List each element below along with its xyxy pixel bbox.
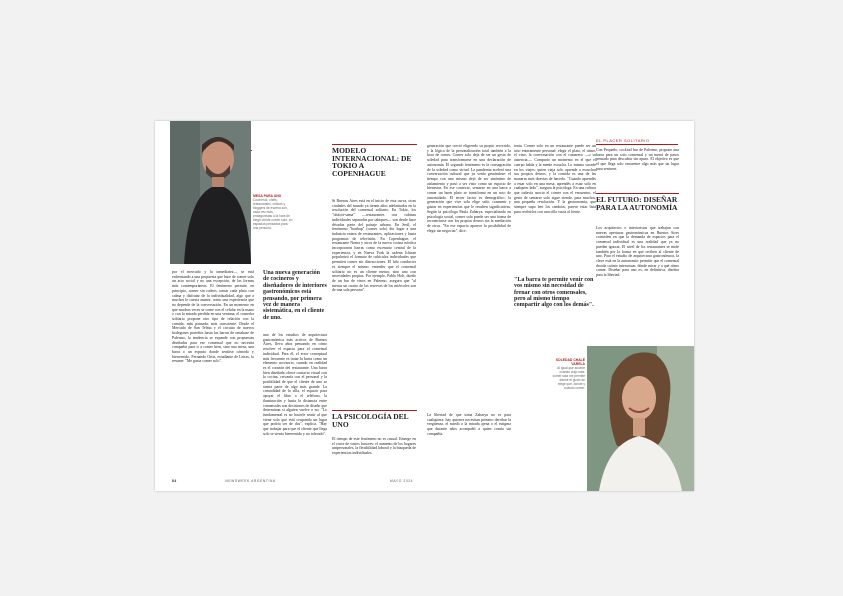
column-3-text: Si Buenos Aires está en el inicio de esta curva, otras ciudades del mundo ya tienen años adelantados en la resolución del comensal solitario. En Tokio, los "ohitori-sama" —restaurantes con cabinas individuales separadas por tabiques— son desde hace décadas parte del paisaje urbano. En Seúl, el fenómeno "honbap" (comer solo) dio lugar a una industria entera de restaurantes, aplicaciones y hasta programas de televisión. En Copenhague, el restaurante Noma y otros de la nueva cocina nórdica incorporaron barras como escenario central de la experiencia, y en Nueva York la cadena Ichiran popularizó el formato de cubículos individuales que permiten comer sin distracciones. El hilo conductor es siempre el mismo: entender que el comensal solitario no es un cliente menor, sino uno con necesidades propias. Por ejemplo, Pablo Holt, dueño de un bar de vinos en Palermo, asegura que "al menos un cuarto de las reservas de los miércoles son de una sola persona".: [332, 199, 416, 293]
pull-quote-1: Una nueva generación de cocineros y diseñadores de interiores gastronómicos está pensando, por primera vez de manera sistemática, en el cliente de uno.: [263, 270, 327, 321]
column-1-text: por el mercado y la inmediatez— se está enfrentando a una propuesta que hace de comer solo un acto social y no una excepción, de las formas más contemporáneas. El fenómeno permite, en principio, comer sin rodeos, tomar cada plato con calma y disfrutar de la individualidad, algo que a muchos le cuesta asumir, como una experiencia que no depende de la conversación. En un momento en que muchas veces se come con el celular en la mano o con la mirada perdida en una ventana, el comedor solitario propone otro tipo de relación con la comida: más pausada, más consciente. Desde el Mercado de San Telmo y el circuito de nuevos bodegones porteños hasta las barras de omakase de Palermo, la tendencia se expande con propuestas diseñadas para ese comensal que no necesita compañía para ir a comer bien, sino una mesa, una barra o un espacio donde sentirse cómodo y bienvenido. Fernando Ortiz, estudiante de Letras, lo resume: "Me gusta comer solo".: [172, 270, 254, 364]
body-column-5: [514, 144, 596, 268]
chef-caption: [253, 194, 293, 230]
column-5-text: tenta. Comer solo en un restaurante puede ser un acto enteramente personal: elegir el plato, el ritmo, el vino, la conversación con el camarero —o su ausencia—. Comparto un momento en el que el cuerpo habla y la mente escucha. Lo mismo sucede en los viajes: quien viaja solo aprende a escuchar sus propios deseos, y la comida es una de las maneras más directas de hacerlo. "Cuando aprendés a estar solo en una mesa, aprendés a estar solo en cualquier lado", asegura la psicóloga. En una cultura que todavía asocia el comer con el encuentro, el gesto de sentarse solo sigue siendo, para muchos, una pequeña revolución. Y la gastronomía, que siempre supo leer los cambios, parece estar lista para recibirlos con una silla vacía al frente.: [514, 144, 596, 214]
woman-caption-text: Al igual que sucede cuando viajo sola, comer sola me permite darme el gusto de elegir qué, dónde y cuándo comer.: [552, 366, 585, 390]
footer-left: [172, 479, 276, 483]
footer-date: MAYO 2024: [390, 479, 414, 483]
body-column-6: [596, 148, 679, 190]
photo-chef: [170, 121, 251, 264]
column-4-text: generación que creció eligiendo su propio recorrido, y la lógica de la personalización total también a la hora de comer. Comer solo deja de ser un gesto de soledad para transformarse en una declaración de autonomía. El segundo fenómeno es la consagración de la soledad como virtud. La pandemia aceleró una conversación cultural que ya venía gestándose: el tiempo con uno mismo dejó de ser sinónimo de aislamiento y pasó a ser visto como un espacio de bienestar. En ese contexto, sentarse en una barra a comer un buen plato se transforma en un acto de autocuidado. El tercer factor es demográfico: la generación que vive sola elige salir, consumir y gastar en experiencias que le resulten significativas. Según la psicóloga Paula Zaharya, especializada en psicología social, comer solo puede ser una forma de reconectarse con los propios deseos sin la mediación de otros. "En ese espacio aparece la posibilidad de elegir sin negociar", dice.: [427, 144, 511, 233]
pull-quote-2: "La barra te permite venir con vos mismo sin necesidad de frenar con otros comensales, pero al mismo tiempo compartir algo con los demás".: [514, 277, 594, 309]
body-column-1: [172, 270, 254, 475]
chef-caption-text: Cocineros, chefs, restaurantes, críticos y bloggers de escena son, cada vez más, protagonistas a la hora de elegir dónde comer solo, en espacios pensados para una persona.: [253, 198, 293, 230]
body-column-2: [263, 333, 327, 475]
photo-woman: [587, 346, 694, 491]
body-column-6b: [596, 226, 679, 341]
body-column-3b: [332, 437, 416, 475]
heading-psicologia: LA PSICOLOGÍA DEL UNO: [332, 412, 409, 429]
woman-caption-name: SOLEDAD CHALÉ: [555, 358, 585, 362]
heading-rule-3: [596, 193, 679, 194]
column-6-text: Con Pequeño, cocktail bar de Palermo, propone una barra para un solo comensal y un menú de pasos pensado para descubrir sin apuro. El objetivo es que el que llega solo encuentre algo más que un lugar para sentarse.: [596, 148, 679, 171]
heading-rule-1: [332, 144, 417, 145]
woman-portrait-image: [587, 346, 694, 491]
publication-name: NEWSWEEK ARGENTINA: [225, 479, 276, 483]
chef-portrait-image: [170, 121, 251, 264]
body-column-3: [332, 199, 416, 407]
woman-caption: [551, 358, 585, 390]
heading-rule-2: [332, 410, 417, 411]
section-label-right: EL PLACER SOLITARIO: [596, 138, 650, 143]
column-4b-text: La libertad de que toma Zaharya no es para cualquiera: hay quienes necesitan primero derribar la vergüenza, el miedo a la mirada ajena o el estigma que durante años acompañó a quien comía sin compañía.: [427, 413, 511, 436]
heading-modelo-internacional: MODELO INTERNACIONAL: DE TOKIO A COPENHAGUE: [332, 146, 412, 178]
heading-el-futuro: EL FUTURO: DISEÑAR PARA LA AUTONOMÍA: [596, 195, 678, 212]
body-column-4: [427, 144, 511, 406]
column-6b-text: Los arquitectos e interioristas que trabajan con nuevas aperturas gastronómicas en Buenos Aires coinciden en que la demanda de espacios para el comensal individual es una realidad que ya no pueden ignorar. El nivel de los restaurantes se mide también por la forma en que reciben al cliente de uno. Para el estudio de arquitectura gastronómica, la clave está en la autonomía: permitir que el comensal decida cuánto interactuar, dónde mirar y a qué ritmo comer. Diseñar para uno es, en definitiva, diseñar para la libertad.: [596, 226, 679, 278]
chef-caption-title: MESA PARA UNO: [253, 194, 282, 198]
header-rule-right: [596, 144, 678, 145]
column-2-text: uno de los estudios de arquitectura gastronómica más activos de Buenos Aires, lleva años pensando en cómo resolver el espacio para el comensal individual. Para él, el error conceptual más frecuente es tratar la barra como un elemento accesorio, cuando en realidad es el corazón del restaurante. Una barra bien diseñada ofrece contacto visual con la cocina, cercanía con el personal y la posibilidad de que el cliente de uno se sienta parte de algo más grande. La comodidad de la silla, el espacio para apoyar el libro o el teléfono, la iluminación y hasta la distancia entre comensales son decisiones de diseño que determinan si alguien vuelve o no. "Lo fundamental es no hacerle sentir al que viene solo que está ocupando un lugar que podría ser de dos", explica. "Hay que trabajar para que el cliente que llega solo se sienta bienvenido y no tolerado".: [263, 333, 327, 436]
column-3b-text: El tiempo de este fenómeno no es casual. Emerge en el cruce de varios factores: el aumento de los hogares unipersonales, la flexibilidad laboral y la búsqueda de experiencias individuales.: [332, 437, 416, 456]
body-column-4b: [427, 413, 511, 475]
woman-caption-sub: VARELA: [571, 362, 585, 366]
page-number-left: 84: [172, 479, 177, 483]
